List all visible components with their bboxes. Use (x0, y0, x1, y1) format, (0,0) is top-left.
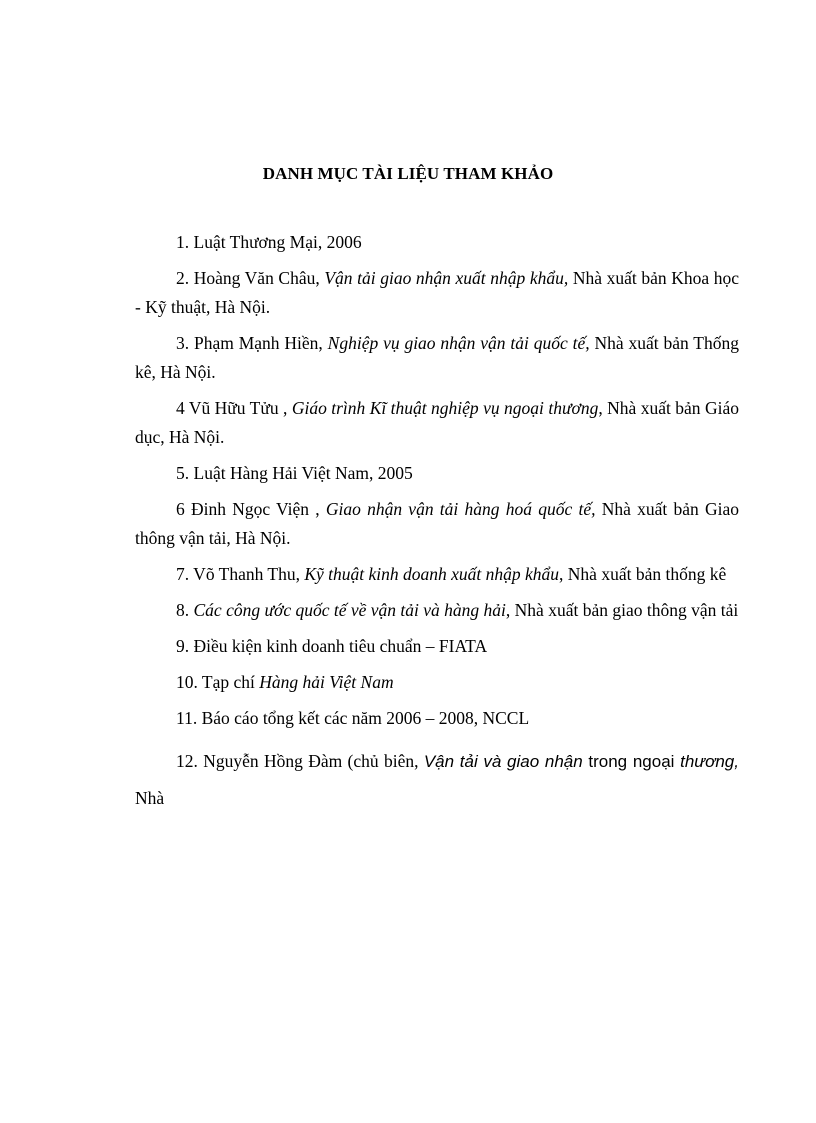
reference-number: 8. (176, 600, 194, 620)
reference-item-11 (135, 704, 739, 733)
reference-item-9 (135, 632, 739, 661)
reference-publisher: , Nhà xuất bản thống kê (559, 564, 727, 584)
reference-author: 12. Nguyễn Hồng Đàm (chủ biên, (176, 751, 424, 771)
reference-text: 11. Báo cáo tổng kết các năm 2006 – 2008, NCCL (176, 708, 530, 728)
reference-publisher: Nhà (135, 788, 165, 808)
reference-work-title: Giáo trình Kĩ thuật nghiệp vụ ngoại thương (291, 398, 599, 418)
reference-item-5 (135, 459, 739, 488)
reference-item-12 (135, 743, 739, 817)
reference-work-title: Các công ước quốc tế về vận tải và hàng hải (193, 600, 506, 620)
reference-work-title: Vận tải giao nhận xuất nhập khẩu, (324, 268, 569, 288)
reference-item-7 (135, 560, 739, 589)
reference-item-10 (135, 668, 739, 697)
page-title: DANH MỤC TÀI LIỆU THAM KHẢO (262, 164, 554, 183)
reference-author: 2. Hoàng Văn Châu, (176, 268, 325, 288)
reference-text: 10. Tạp chí (176, 672, 260, 692)
reference-publisher: Nhà xuất bản Thống kê, Hà Nội. (135, 333, 739, 382)
reference-author: 4 Vũ Hữu Tửu , (176, 398, 292, 418)
reference-work-title: Kỹ thuật kinh doanh xuất nhập khẩu (304, 564, 560, 584)
reference-item-4 (135, 394, 739, 452)
reference-item-6 (135, 495, 739, 553)
reference-author: 7. Võ Thanh Thu, (176, 564, 305, 584)
reference-author: 3. Phạm Mạnh Hiền, (176, 333, 328, 353)
reference-publisher: , Nhà xuất bản giao thông vận tải (505, 600, 739, 620)
reference-publisher: , Nhà xuất bản Giáo dục, Hà Nội. (135, 398, 739, 447)
reference-list (135, 228, 739, 824)
reference-item-1 (135, 228, 739, 257)
reference-author: 6 Đinh Ngọc Viện , (176, 499, 326, 519)
reference-work-title: Hàng hải Việt Nam (259, 672, 394, 692)
reference-item-8 (135, 596, 739, 625)
reference-item-3 (135, 329, 739, 387)
reference-text: 9. Điều kiện kinh doanh tiêu chuẩn – FIATA (176, 636, 488, 656)
reference-text: 5. Luật Hàng Hải Việt Nam, 2005 (176, 463, 413, 483)
reference-work-title: Vận tải và giao nhận (423, 752, 583, 771)
reference-work-title: Giao nhận vận tải hàng hoá quốc tế, (325, 499, 596, 519)
reference-text: 1. Luật Thương Mại, 2006 (176, 232, 362, 252)
reference-text: trong ngoại (582, 752, 681, 771)
reference-work-title-continued: thương, (680, 752, 739, 771)
reference-work-title: Nghiệp vụ giao nhận vận tải quốc tế, (327, 333, 590, 353)
reference-publisher: Nhà xuất bản Khoa học - Kỹ thuật, Hà Nội. (135, 268, 739, 317)
reference-item-2 (135, 264, 739, 322)
reference-publisher: Nhà xuất bản Giao thông vận tải, Hà Nội. (135, 499, 739, 548)
